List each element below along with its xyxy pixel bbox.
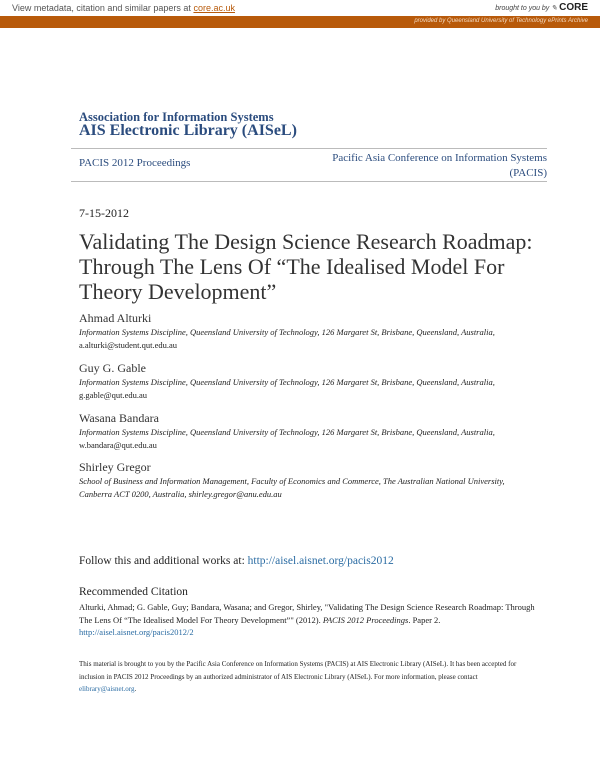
- author-name: Shirley Gregor: [79, 460, 151, 474]
- core-link[interactable]: core.ac.uk: [193, 3, 235, 13]
- library-name: AIS Electronic Library (AISeL): [79, 122, 297, 139]
- collection-link[interactable]: http://aisel.aisnet.org/pacis2012: [247, 555, 394, 567]
- author-email: Canberra ACT 0200, Australia, shirley.gregor@anu.edu.au: [79, 489, 282, 499]
- author-affiliation: [79, 376, 539, 402]
- author-affiliation: [79, 475, 539, 501]
- citation-venue: PACIS 2012 Proceedings: [322, 614, 409, 625]
- author-affiliation: [79, 426, 539, 452]
- footer-text: This material is brought to you by the Pacific Asia Conference on Information Systems (PACIS) at AIS Electronic Library (AISeL). It has been accepted for inclusion in PACIS 2012 Proceedings by an authorized administrator of AIS Electronic Library (AISeL). For more information, please contact: [79, 660, 517, 681]
- citation-link[interactable]: http://aisel.aisnet.org/pacis2012/2: [79, 627, 194, 637]
- title-line: Validating The Design Science Research Roadmap:: [79, 229, 533, 254]
- affiliation-text: Information Systems Discipline, Queensland University of Technology, 126 Margaret St, Brisbane, Queensland, Australia,: [79, 427, 495, 437]
- conference-link[interactable]: [332, 151, 547, 181]
- footer-note: [79, 658, 519, 696]
- follow-line: [79, 555, 394, 567]
- follow-text: Follow this and additional works at:: [79, 555, 248, 567]
- core-banner: [12, 3, 235, 13]
- conference-line2: (PACIS): [509, 167, 547, 179]
- proceedings-link[interactable]: PACIS 2012 Proceedings: [79, 157, 191, 169]
- author-name: Ahmad Alturki: [79, 311, 152, 325]
- citation-heading: Recommended Citation: [79, 586, 188, 598]
- author-email: a.alturki@student.qut.edu.au: [79, 340, 177, 350]
- divider: [71, 148, 547, 149]
- citation-body: Alturki, Ahmad; G. Gable, Guy; Bandara, Wasana; and Gregor, Shirley, "Validating The Design Science Research Roadmap: Through The Lens Of “The Idealised Model For Theory Development”" (2012).: [79, 602, 535, 625]
- footer-end: .: [134, 685, 137, 693]
- affiliation-text: Information Systems Discipline, Queensland University of Technology, 126 Margaret St, Brisbane, Queensland, Australia,: [79, 377, 495, 387]
- core-badge[interactable]: [495, 2, 588, 13]
- author-email: w.bandara@qut.edu.au: [79, 440, 157, 450]
- publication-date: 7-15-2012: [79, 206, 129, 220]
- title-line: Theory Development”: [79, 279, 277, 304]
- paper-title: [79, 229, 559, 304]
- brought-text: brought to you by: [495, 5, 550, 12]
- core-logo-text: CORE: [559, 2, 588, 13]
- author-name: Guy G. Gable: [79, 361, 146, 375]
- title-line: Through The Lens Of “The Idealised Model For: [79, 254, 505, 279]
- author-name: Wasana Bandara: [79, 411, 159, 425]
- core-logo-icon: ✎: [551, 5, 558, 12]
- banner-text: View metadata, citation and similar papers at: [12, 3, 191, 13]
- conference-line1: Pacific Asia Conference on Information Systems: [332, 152, 547, 164]
- affiliation-text: School of Business and Information Management, Faculty of Economics and Commerce, The Australian National University,: [79, 476, 505, 486]
- author-email: g.gable@qut.edu.au: [79, 390, 148, 400]
- author-affiliation: [79, 326, 539, 352]
- affiliation-text: Information Systems Discipline, Queensland University of Technology, 126 Margaret St, Brisbane, Queensland, Australia,: [79, 327, 495, 337]
- contact-email-link[interactable]: elibrary@aisnet.org: [79, 685, 135, 693]
- divider: [71, 181, 547, 182]
- citation-text: [79, 601, 539, 639]
- association-name: Association for Information Systems: [79, 110, 274, 124]
- provider-text: provided by Queensland University of Technology ePrints Archive: [414, 18, 588, 24]
- citation-paper: . Paper 2.: [408, 614, 441, 625]
- provider-bar: [0, 16, 600, 28]
